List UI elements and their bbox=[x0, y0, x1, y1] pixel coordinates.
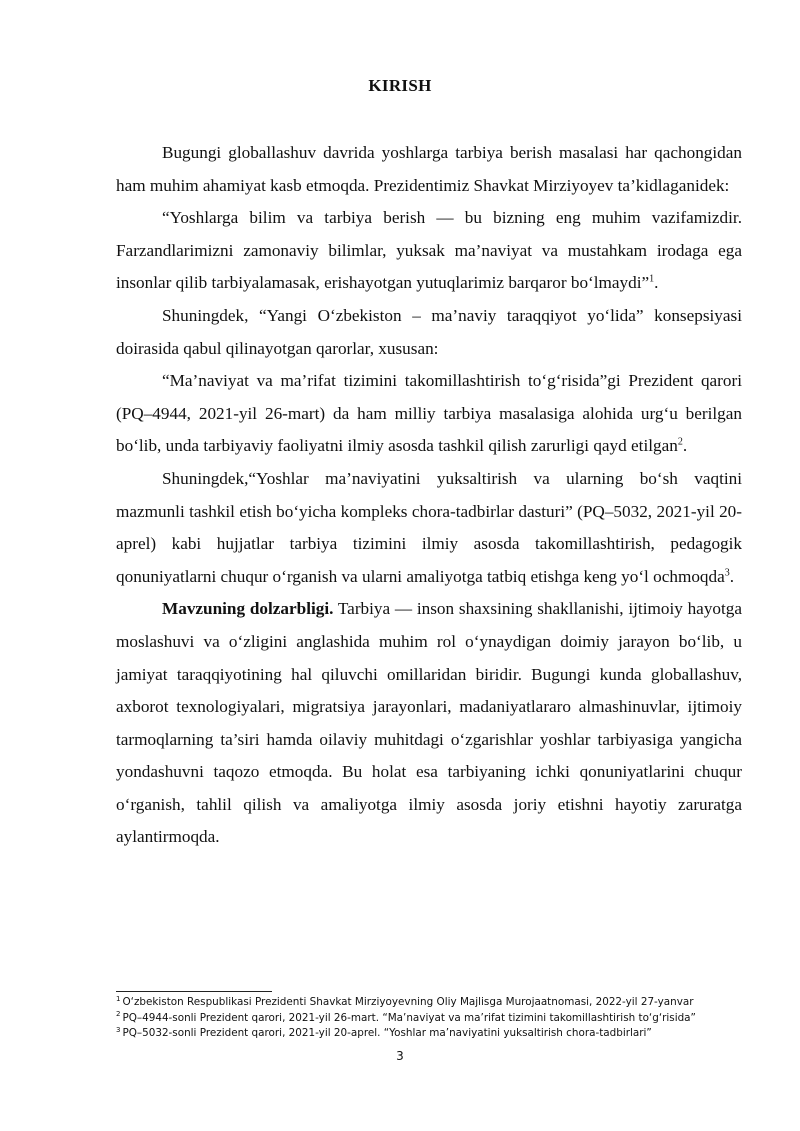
footnote-text: PQ–4944-sonli Prezident qarori, 2021-yil 26-mart. “Ma’naviyat va ma’rifat tizimini takomillashtirish to‘g‘risida” bbox=[122, 1011, 696, 1024]
paragraph-decree-4944 bbox=[116, 365, 742, 463]
paragraph-intro bbox=[116, 137, 742, 202]
paragraph-concept bbox=[116, 300, 742, 365]
paragraph-text: Tarbiya — inson shaxsining shakllanishi, ijtimoiy hayotga moslashuvi va o‘zligini anglashida muhim rol o‘ynaydigan doimiy jarayon bo‘lib, u jamiyat taraqqiyotining hal qiluvchi omillaridan biridir. Bugungi kunda globallashuv, axborot texnologiyalari, migratsiya jarayonlari, madaniyatlararo almashinuvlar, ijtimoiy tarmoqlarning ta’siri hamda oilaviy muhitdagi o‘zgarishlar yoshlar tarbiyasiga yangicha yondashuvni taqozo etmoqda. Bu holat esa tarbiyaning ichki qonuniyatlarini chuqur o‘rganish, tahlil qilish va amaliyotga ilmiy asosda joriy etishni hayotiy zaruratga aylantirmoqda. bbox=[116, 599, 742, 847]
footnote-2 bbox=[116, 1011, 756, 1027]
paragraph-quote bbox=[116, 202, 742, 300]
body-text bbox=[116, 137, 742, 854]
paragraph-text: Shuningdek,“Yoshlar ma’naviyatini yuksaltirish va ularning bo‘sh vaqtini mazmunli tashkil etish bo‘yicha kompleks chora-tadbirlar dasturi” (PQ–5032, 2021-yil 20-aprel) kabi hujjatlar tarbiya tizimini ilmiy asosda takomillashtirish, pedagogik qonuniyatlarni chuqur o‘rganish va ularni amaliyotga tatbiq etishga keng yo‘l ochmoqda bbox=[116, 468, 742, 586]
footnote-number: 1 bbox=[116, 994, 121, 1003]
footnote-ref-1[interactable]: 1 bbox=[649, 273, 655, 285]
page-title: KIRISH bbox=[368, 76, 432, 95]
paragraph-text: “Yoshlarga bilim va tarbiya berish — bu bizning eng muhim vazifamizdir. Farzandlarimizni zamonaviy bilimlar, yuksak ma’naviyat va mustahkam irodaga ega insonlar qilib tarbiyalamasak, erishayotgan yutuqlarimiz barqaror bo‘lmaydi” bbox=[116, 208, 742, 293]
footnote-3 bbox=[116, 1026, 756, 1042]
footnotes bbox=[116, 995, 756, 1042]
paragraph-punct: . bbox=[682, 436, 688, 456]
footnote-ref-3[interactable]: 3 bbox=[724, 566, 730, 578]
footnote-number: 2 bbox=[116, 1010, 121, 1019]
paragraph-text: “Ma’naviyat va ma’rifat tizimini takomillashtirish to‘g‘risida”gi Prezident qarori (PQ–4944, 2021-yil 26-mart) da ham milliy tarbiya masalasiga alohida urg‘u berilgan bo‘lib, unda tarbiyaviy faoliyatni ilmiy asosda tashkil qilish zarurligi qayd etilgan bbox=[116, 371, 742, 456]
paragraph-decree-5032 bbox=[116, 463, 742, 593]
paragraph-punct: . bbox=[729, 566, 735, 586]
footnote-divider bbox=[116, 991, 272, 992]
paragraph-text: Shuningdek, “Yangi O‘zbekiston – ma’naviy taraqqiyot yo‘lida” konsepsiyasi doirasida qabul qilinayotgan qarorlar, xususan: bbox=[116, 305, 742, 358]
footnote-ref-2[interactable]: 2 bbox=[677, 436, 683, 448]
footnote-number: 3 bbox=[116, 1025, 121, 1034]
page-number: 3 bbox=[396, 1049, 404, 1063]
footnote-1 bbox=[116, 995, 756, 1011]
paragraph-text: Bugungi globallashuv davrida yoshlarga tarbiya berish masalasi har qachongidan ham muhim ahamiyat kasb etmoqda. Prezidentimiz Shavkat Mirziyoyev ta’kidlaganidek: bbox=[116, 143, 742, 195]
footnote-text: PQ–5032-sonli Prezident qarori, 2021-yil 20-aprel. “Yoshlar ma’naviyatini yuksaltirish chora-tadbirlari” bbox=[122, 1027, 652, 1039]
paragraph-relevance bbox=[116, 593, 742, 854]
paragraph-punct: . bbox=[654, 273, 659, 293]
footnote-text: O‘zbekiston Respublikasi Prezidenti Shavkat Mirziyoyevning Oliy Majlisga Murojaatnomasi, 2022-yil 27-yanvar bbox=[122, 996, 694, 1008]
relevance-heading: Mavzuning dolzarbligi. bbox=[162, 599, 334, 619]
